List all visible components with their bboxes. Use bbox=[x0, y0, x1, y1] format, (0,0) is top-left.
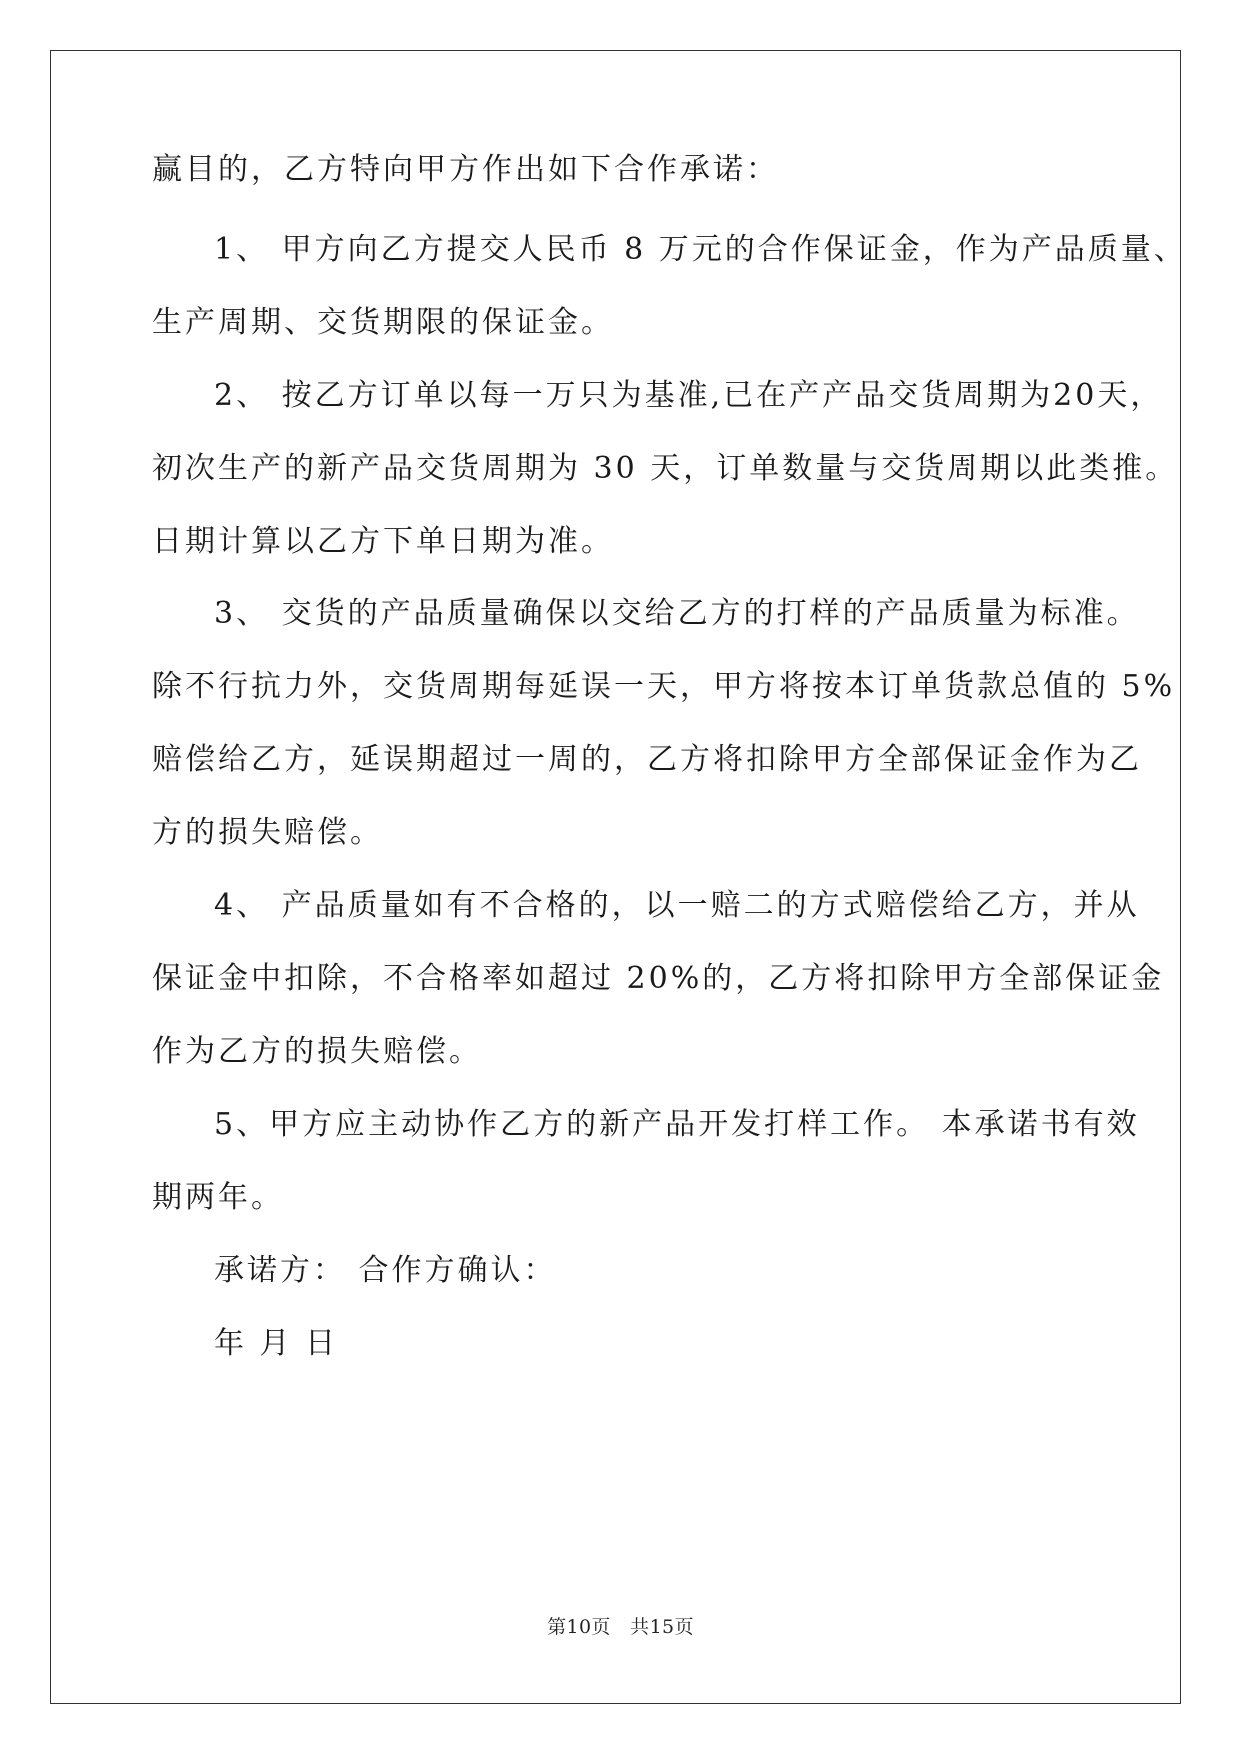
text-line: 作为乙方的损失赔偿。 bbox=[152, 1034, 482, 1069]
text-line: 赔偿给乙方，延误期超过一周的，乙方将扣除甲方全部保证金作为乙 bbox=[152, 742, 1142, 777]
text-line: 方的损失赔偿。 bbox=[152, 815, 383, 850]
clause-4-line: 4、 产品质量如有不合格的，以一赔二的方式赔偿给乙方，并从 bbox=[214, 888, 1140, 923]
clause-5-line: 5、甲方应主动协作乙方的新产品开发打样工作。 本承诺书有效 bbox=[214, 1107, 1140, 1142]
page-border bbox=[50, 50, 1181, 1704]
text-line: 赢目的，乙方特向甲方作出如下合作承诺： bbox=[152, 152, 779, 187]
text-line: 期两年。 bbox=[152, 1180, 284, 1215]
signature-date-line: 年 月 日 bbox=[214, 1326, 339, 1361]
text-line: 生产周期、交货期限的保证金。 bbox=[152, 305, 614, 340]
clause-3-line: 3、 交货的产品质量确保以交给乙方的打样的产品质量为标准。 bbox=[214, 596, 1140, 631]
clause-1-line: 1、 甲方向乙方提交人民币 8 万元的合作保证金，作为产品质量、 bbox=[214, 232, 1187, 267]
page-number-footer: 第10页 共15页 bbox=[547, 1616, 694, 1638]
text-line: 保证金中扣除，不合格率如超过 20%的，乙方将扣除甲方全部保证金 bbox=[152, 961, 1165, 996]
text-line: 初次生产的新产品交货周期为 30 天，订单数量与交货周期以此类推。 bbox=[152, 451, 1179, 486]
clause-2-line: 2、 按乙方订单以每一万只为基准,已在产产品交货周期为20天， bbox=[214, 378, 1164, 413]
signature-parties-line: 承诺方： 合作方确认： bbox=[214, 1253, 557, 1288]
text-line: 除不行抗力外，交货周期每延误一天，甲方将按本订单货款总值的 5% bbox=[152, 669, 1176, 704]
text-line: 日期计算以乙方下单日期为准。 bbox=[152, 524, 614, 559]
